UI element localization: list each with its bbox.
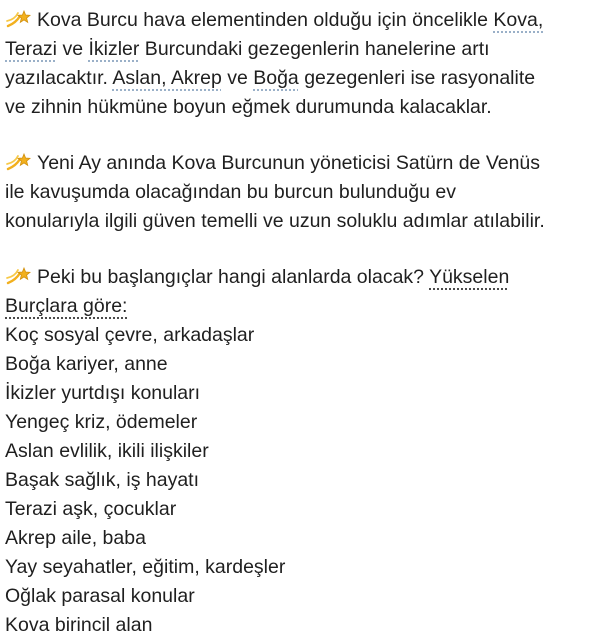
list-item: Terazi aşk, çocuklar (5, 498, 177, 520)
link-yukselen[interactable]: Yükselen (429, 266, 510, 288)
list-item: Akrep aile, baba (5, 527, 146, 549)
link-boga[interactable]: Boğa (253, 67, 299, 89)
link-aslan-akrep[interactable]: Aslan, Akrep (112, 67, 222, 89)
shooting-star-icon (5, 266, 31, 286)
text-segment: ve (57, 38, 89, 60)
list-item: Boğa kariyer, anne (5, 353, 168, 375)
text-segment: ile kavuşumda olacağından bu burcun bulunduğu ev (5, 181, 456, 203)
text-segment: Peki bu başlangıçlar hangi alanlarda olacak? (37, 266, 430, 288)
text-segment: Burcundaki gezegenlerin hanelerine artı (139, 38, 490, 60)
list-item: Yay seyahatler, eğitim, kardeşler (5, 556, 286, 578)
text-segment: Yeni Ay anında Kova Burcunun yöneticisi Satürn de Venüs (37, 152, 541, 174)
paragraph-yukselen (5, 263, 601, 321)
list-item: Yengeç kriz, ödemeler (5, 411, 198, 433)
link-terazi[interactable]: Terazi (5, 38, 58, 60)
sign-list (5, 321, 601, 640)
text-segment: Kova Burcu hava elementinden olduğu için öncelikle (37, 9, 494, 31)
shooting-star-icon (5, 152, 31, 172)
list-item: Aslan evlilik, ikili ilişkiler (5, 440, 209, 462)
paragraph-kova-element (5, 6, 601, 122)
list-item: Başak sağlık, iş hayatı (5, 469, 200, 491)
list-item: Kova birincil alan (5, 614, 153, 636)
text-segment: ve (221, 67, 254, 89)
text-segment: yazılacaktır. (5, 67, 113, 89)
shooting-star-icon (5, 9, 31, 29)
paragraph-yeni-ay (5, 149, 601, 236)
text-segment: ve zihnin hükmüne boyun eğmek durumunda kalacaklar. (5, 96, 492, 118)
list-item: Koç sosyal çevre, arkadaşlar (5, 324, 255, 346)
text-segment: konularıyla ilgili güven temelli ve uzun soluklu adımlar atılabilir. (5, 210, 545, 232)
list-item: Oğlak parasal konular (5, 585, 195, 607)
paragraph-gap (5, 236, 601, 263)
link-burclara-gore[interactable]: Burçlara göre: (5, 295, 128, 317)
paragraph-gap (5, 122, 601, 149)
list-item: İkizler yurtdışı konuları (5, 382, 201, 404)
text-segment: gezegenleri ise rasyonalite (298, 67, 536, 89)
link-ikizler[interactable]: İkizler (88, 38, 140, 60)
link-kova[interactable]: Kova, (493, 9, 544, 31)
document-body (5, 6, 601, 640)
